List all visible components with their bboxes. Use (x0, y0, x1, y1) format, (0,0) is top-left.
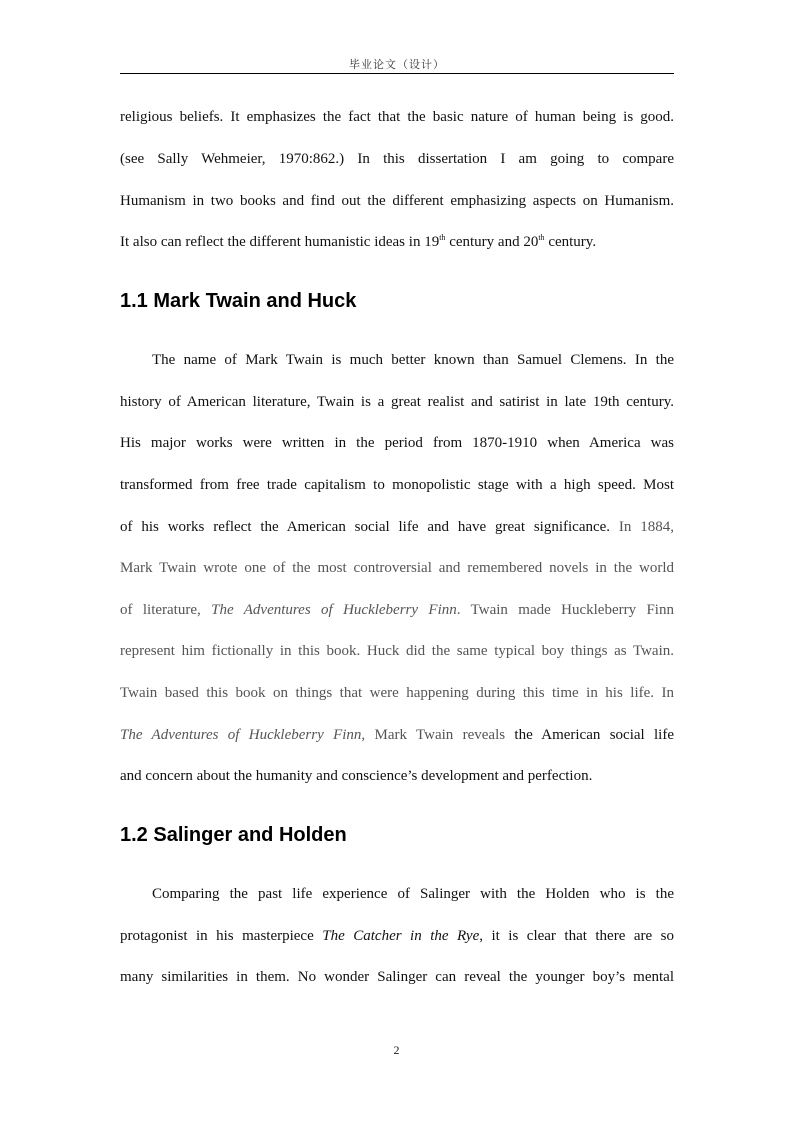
s1-line-1: The name of Mark Twain is much better known than Samuel Clemens. In the (152, 352, 674, 368)
book-title-huck-finn: The Adventures of Huckleberry Finn (211, 602, 457, 618)
s2-line-1: Comparing the past life experience of Salinger with the Holden who is the (152, 886, 674, 902)
intro-line-1: religious beliefs. It emphasizes the fact that the basic nature of human being is good. (120, 109, 674, 125)
s1-line-5-text-a: of his works reflect the American social life and have great significance. (120, 519, 611, 535)
page-number: 2 (393, 1043, 400, 1057)
intro-line-4-text-b: century and 20 (445, 234, 539, 250)
superscript-th-1: th (439, 233, 446, 242)
intro-line-3: Humanism in two books and find out the different emphasizing aspects on Humanism. (120, 193, 674, 209)
header-rule (120, 73, 674, 74)
s1-line-10-text-a: , Mark Twain reveals (361, 727, 506, 743)
s1-line-4: transformed from free trade capitalism to monopolistic stage with a high speed. Most (120, 477, 674, 493)
book-title-huck-finn-2: The Adventures of Huckleberry Finn (120, 727, 362, 743)
s1-line-9: Twain based this book on things that were happening during this time in his life. In (120, 685, 674, 701)
s1-line-7-text-b: . Twain made Huckleberry Finn (456, 602, 674, 618)
superscript-th-2: th (538, 233, 545, 242)
s1-line-11: and concern about the humanity and conscience’s development and perfection. (120, 768, 593, 784)
running-header: 毕业论文（设计） (349, 58, 445, 71)
s2-line-2-text-a: protagonist in his masterpiece (120, 928, 323, 944)
intro-line-4 (120, 231, 674, 253)
section-heading-1-1: 1.1 Mark Twain and Huck (120, 290, 357, 312)
s1-line-10 (120, 724, 674, 746)
section-heading-1-2: 1.2 Salinger and Holden (120, 824, 347, 846)
s2-line-3: many similarities in them. No wonder Salinger can reveal the younger boy’s mental (120, 969, 674, 985)
intro-line-4-text-a: It also can reflect the different humanistic ideas in 19 (120, 234, 440, 250)
s1-line-7-text-a: of literature, (120, 602, 212, 618)
book-title-catcher-in-the-rye: The Catcher in the Rye (322, 928, 480, 944)
s1-line-8: represent him fictionally in this book. Huck did the same typical boy things as Twain. (120, 643, 674, 659)
s1-line-10-text-b: the American social life (505, 727, 674, 743)
s1-line-7 (120, 599, 674, 621)
s2-line-2-text-b: , it is clear that there are so (479, 928, 674, 944)
s1-line-3: His major works were written in the period from 1870-1910 when America was (120, 435, 674, 451)
s2-line-2 (120, 925, 674, 947)
s1-line-2: history of American literature, Twain is a great realist and satirist in late 19th century. (120, 394, 674, 410)
intro-line-4-text-c: century. (544, 234, 597, 250)
s1-line-5 (120, 516, 674, 538)
s1-line-5-text-b: In 1884, (610, 519, 674, 535)
intro-line-2: (see Sally Wehmeier, 1970:862.) In this dissertation I am going to compare (120, 151, 674, 167)
s1-line-6: Mark Twain wrote one of the most controversial and remembered novels in the world (120, 560, 674, 576)
